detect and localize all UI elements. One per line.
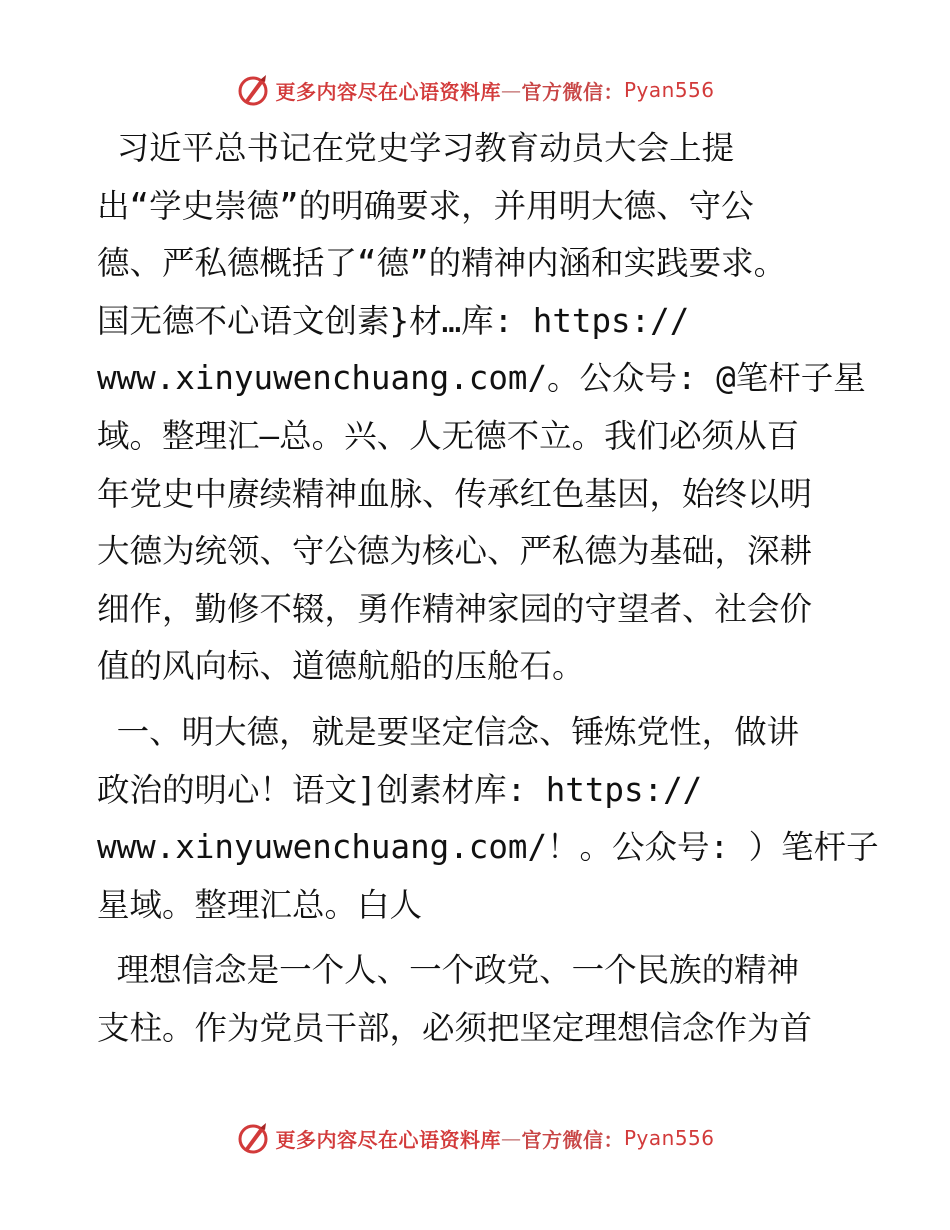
banner-dash: — [500,1126,522,1150]
text-line: 理想信念是一个人、一个政党、一个民族的精神 [97,951,800,990]
banner-wechat-label: 官方微信： [521,79,624,104]
banner-brand-text: 更多内容尽在心语资料库 [275,1127,501,1152]
text-line: 政治的明心！语文]创素材库: https:// [97,770,703,809]
paragraph-intro [97,120,866,696]
text-line: 细作，勤修不辍，勇作精神家园的守望者、社会价 [97,589,813,628]
paragraph-section-one [97,704,879,934]
text-line: 星域。整理汇总。白人 [97,885,423,924]
text-line: 一、明大德，就是要坚定信念、锤炼党性，做讲 [97,712,800,751]
text-line: 大德为统领、守公德为核心、严私德为基础，深耕 [97,532,813,571]
text-line: 域。整理汇—总。兴、人无德不立。我们必须从百 [97,416,800,455]
text-line: 值的风向标、道德航船的压舱石。 [97,647,585,686]
document-body [97,120,879,1066]
text-line: www.xinyuwenchuang.com/。公众号: @笔杆子星 [97,359,866,398]
text-line: 德、严私德概括了“德”的精神内涵和实践要求。 [97,244,787,283]
banner-wechat-label: 官方微信： [521,1127,624,1152]
banner-brand-text: 更多内容尽在心语资料库 [275,79,501,104]
banner-dash: — [500,78,522,102]
text-line: 国无德不心语文创素}材…库: https:// [97,301,690,340]
header-watermark-banner [0,70,950,110]
text-line: www.xinyuwenchuang.com/！。公众号: ）笔杆子 [97,828,879,867]
text-line: 出“学史崇德”的明确要求，并用明大德、守公 [97,186,754,225]
quill-pen-logo-icon [235,72,271,108]
text-line: 支柱。作为党员干部，必须把坚定理想信念作为首 [97,1008,813,1047]
banner-wechat-account: Pyan556 [623,78,715,102]
paragraph-ideals [97,942,857,1057]
quill-pen-logo-icon [235,1120,271,1156]
footer-watermark-banner [0,1118,950,1158]
banner-wechat-account: Pyan556 [623,1126,715,1150]
text-line: 年党史中赓续精神血脉、传承红色基因，始终以明 [97,474,813,513]
text-line: 习近平总书记在党史学习教育动员大会上提 [97,129,735,167]
